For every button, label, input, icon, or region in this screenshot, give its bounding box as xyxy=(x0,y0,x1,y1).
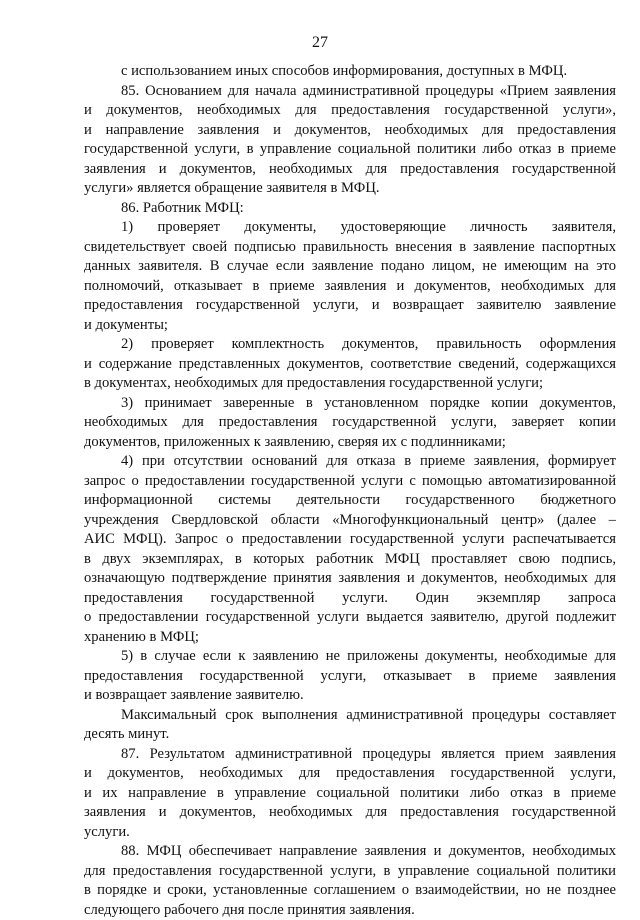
text-line: и их направление в управление социальной политики либо отказ в приеме xyxy=(84,784,616,804)
text-line: 87. Результатом административной процедуры является прием заявления xyxy=(84,745,616,765)
text-line: хранению в МФЦ; xyxy=(84,628,616,648)
text-line: данных заявителя. В случае если заявление подано лицом, не имеющим на это xyxy=(84,257,616,277)
text-line: свидетельствует своей подписью правильность внесения в заявление паспортных xyxy=(84,238,616,258)
text-line: заявления и документов, необходимых для предоставления государственной xyxy=(84,803,616,823)
text-line: и содержание представленных документов, соответствие сведений, содержащихся xyxy=(84,355,616,375)
text-line: и документы; xyxy=(84,316,616,336)
text-line: десять минут. xyxy=(84,725,616,745)
text-line: следующего рабочего дня после принятия заявления. xyxy=(84,901,616,920)
text-line: в порядке и сроки, установленные соглашением о взаимодействии, но не позднее xyxy=(84,881,616,901)
text-line: Максимальный срок выполнения административной процедуры составляет xyxy=(84,706,616,726)
text-line: предоставления государственной услуги. Один экземпляр запроса xyxy=(84,589,616,609)
text-line: услуги. xyxy=(84,823,616,843)
text-line: АИС МФЦ). Запрос о предоставлении государственной услуги распечатывается xyxy=(84,530,616,550)
text-line: и документов, необходимых для предоставления государственной услуги», xyxy=(84,101,616,121)
text-line: предоставления государственной услуги, отказывает в приеме заявления xyxy=(84,667,616,687)
text-line: в документах, необходимых для предоставления государственной услуги; xyxy=(84,374,616,394)
text-line: полномочий, отказывает в приеме заявления и документов, необходимых для xyxy=(84,277,616,297)
text-line: с использованием иных способов информирования, доступных в МФЦ. xyxy=(84,62,616,82)
text-line: документов, приложенных к заявлению, сверяя их с подлинниками; xyxy=(84,433,616,453)
text-line: 85. Основанием для начала административной процедуры «Прием заявления xyxy=(84,82,616,102)
text-line: 1) проверяет документы, удостоверяющие личность заявителя, xyxy=(84,218,616,238)
text-line: и возвращает заявление заявителю. xyxy=(84,686,616,706)
text-line: о предоставлении государственной услуги выдается заявителю, другой подлежит xyxy=(84,608,616,628)
text-line: для предоставления государственной услуги, в управление социальной политики xyxy=(84,862,616,882)
text-line: 3) принимает заверенные в установленном порядке копии документов, xyxy=(84,394,616,414)
text-line: означающую подтверждение принятия заявления и документов, необходимых для xyxy=(84,569,616,589)
text-line: и документов, необходимых для предоставления государственной услуги, xyxy=(84,764,616,784)
text-line: 88. МФЦ обеспечивает направление заявления и документов, необходимых xyxy=(84,842,616,862)
text-line: заявления и документов, необходимых для предоставления государственной xyxy=(84,160,616,180)
text-line: 5) в случае если к заявлению не приложены документы, необходимые для xyxy=(84,647,616,667)
text-line: 86. Работник МФЦ: xyxy=(84,199,616,219)
text-line: информационной системы деятельности государственного бюджетного xyxy=(84,491,616,511)
text-line: предоставления государственной услуги, и возвращает заявителю заявление xyxy=(84,296,616,316)
text-line: государственной услуги, в управление социальной политики либо отказ в приеме xyxy=(84,140,616,160)
text-line: в двух экземплярах, в которых работник МФЦ проставляет свою подпись, xyxy=(84,550,616,570)
text-line: необходимых для предоставления государственной услуги, заверяет копии xyxy=(84,413,616,433)
text-line: 2) проверяет комплектность документов, правильность оформления xyxy=(84,335,616,355)
text-line: запрос о предоставлении государственной услуги с помощью автоматизированной xyxy=(84,472,616,492)
page-number: 27 xyxy=(0,34,640,52)
text-line: учреждения Свердловской области «Многофункциональный центр» (далее – xyxy=(84,511,616,531)
text-line: 4) при отсутствии оснований для отказа в приеме заявления, формирует xyxy=(84,452,616,472)
text-line: услуги» является обращение заявителя в МФЦ. xyxy=(84,179,616,199)
text-line: и направление заявления и документов, необходимых для предоставления xyxy=(84,121,616,141)
document-body xyxy=(84,62,616,920)
